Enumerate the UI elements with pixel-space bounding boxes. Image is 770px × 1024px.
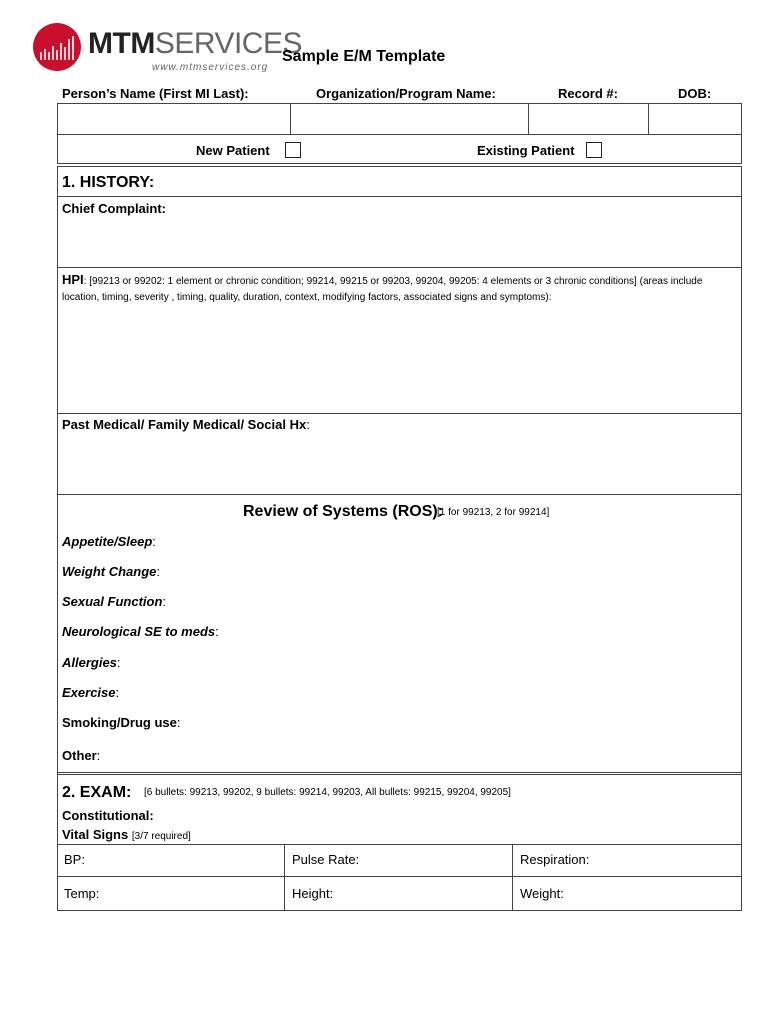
name-label: Person’s Name (First MI Last): xyxy=(62,86,249,101)
ros-appetite-sleep[interactable]: Appetite/Sleep: xyxy=(62,534,156,549)
chief-complaint-label: Chief Complaint: xyxy=(62,201,166,216)
ros-allergies[interactable]: Allergies: xyxy=(62,655,121,670)
ros-exercise[interactable]: Exercise: xyxy=(62,685,120,700)
name-field[interactable] xyxy=(58,104,289,134)
dob-field[interactable] xyxy=(649,104,741,134)
new-patient-checkbox[interactable] xyxy=(285,142,301,158)
history-heading: 1. HISTORY: xyxy=(62,174,155,191)
record-label: Record #: xyxy=(558,86,618,101)
existing-patient-checkbox[interactable] xyxy=(586,142,602,158)
height-field[interactable]: Height: xyxy=(292,886,334,901)
pulse-rate-field[interactable]: Pulse Rate: xyxy=(292,852,360,867)
constitutional-label: Constitutional: xyxy=(62,808,154,823)
logo-wordmark: MTMSERVICES xyxy=(88,27,302,60)
hpi-label: HPI xyxy=(62,272,84,287)
vital-signs-label: Vital Signs [3/7 required] xyxy=(62,827,191,842)
organization-label: Organization/Program Name: xyxy=(316,86,496,101)
weight-field[interactable]: Weight: xyxy=(520,886,564,901)
new-patient-label: New Patient xyxy=(196,143,270,158)
ros-smoking-drug-use[interactable]: Smoking/Drug use: xyxy=(62,715,181,730)
ros-other[interactable]: Other: xyxy=(62,748,101,763)
past-hx-field[interactable] xyxy=(58,435,741,493)
document-title: Sample E/M Template xyxy=(282,48,446,65)
ros-weight-change[interactable]: Weight Change: xyxy=(62,564,160,579)
ros-neurological-se[interactable]: Neurological SE to meds: xyxy=(62,624,219,639)
organization-field[interactable] xyxy=(291,104,527,134)
chief-complaint-field[interactable] xyxy=(58,218,741,266)
temp-field[interactable]: Temp: xyxy=(64,886,100,901)
hpi-text: : [99213 or 99202: 1 element or chronic condition; 99214, 99215 or 99203, 99204, 99205: 4 elements or 3 chronic conditions] (areas include location, timing, severity , timing, quality, duration, context, modifying factors, associated signs and symptoms): xyxy=(62,276,703,303)
logo-emblem-icon xyxy=(32,22,82,72)
ros-note: [1 for 99213, 2 for 99214] xyxy=(437,507,550,518)
hpi-field[interactable] xyxy=(58,308,741,412)
dob-label: DOB: xyxy=(678,86,712,101)
mtm-logo xyxy=(32,22,302,78)
patient-type-row xyxy=(57,134,742,164)
respiration-field[interactable]: Respiration: xyxy=(520,852,590,867)
existing-patient-label: Existing Patient xyxy=(477,143,575,158)
hpi-instructions xyxy=(62,272,740,306)
exam-note: [6 bullets: 99213, 99202, 9 bullets: 99214, 99203, All bullets: 99215, 99204, 99205] xyxy=(144,787,511,798)
exam-heading: 2. EXAM: xyxy=(62,784,132,801)
ros-heading: Review of Systems (ROS): xyxy=(243,503,444,520)
record-field[interactable] xyxy=(529,104,647,134)
ros-sexual-function[interactable]: Sexual Function: xyxy=(62,594,167,609)
past-hx-label: Past Medical/ Family Medical/ Social Hx: xyxy=(62,417,310,432)
logo-url: www.mtmservices.org xyxy=(152,62,269,73)
bp-field[interactable]: BP: xyxy=(64,852,85,867)
